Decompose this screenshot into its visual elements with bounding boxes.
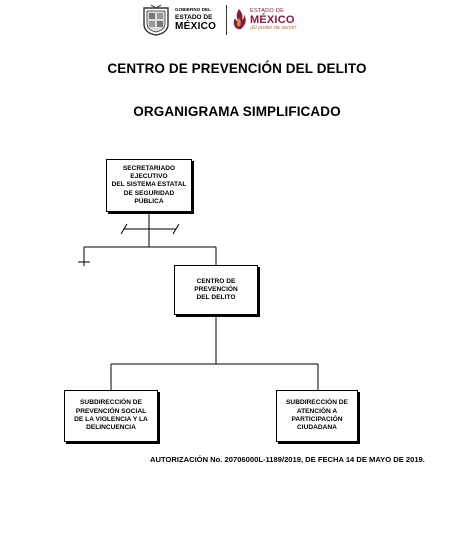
node-line: DELINCUENCIA [86,424,136,432]
node-line: PREVENCIÓN [194,285,238,293]
page-subtitle: ORGANIGRAMA SIMPLIFICADO [133,104,341,119]
node-secretariado [106,159,192,212]
node-line: DEL DELITO [196,294,236,302]
node-line: PÚBLICA [134,197,164,205]
edo-line-2: MÉXICO [250,13,295,26]
node-centro-prevencion [174,265,258,315]
edo-line-1: ESTADO DE [250,8,285,14]
node-line: CIUDADANA [297,424,337,432]
node-line: SECRETARIADO [122,164,176,172]
node-line: SUBDIRECCIÓN DE [80,399,142,407]
node-line: PARTICIPACIÓN [291,416,343,423]
node-line: DEL SISTEMA ESTATAL [111,181,187,189]
edo-slogan: ¡El poder de servir! [250,24,297,31]
node-line: CENTRO DE [196,277,236,285]
authorization-note: AUTORIZACIÓN No. 20706000L-1189/2019, DE FECHA 14 DE MAYO DE 2019. [150,455,425,464]
gov-line-3: MÉXICO [175,21,217,32]
node-line: DE LA VIOLENCIA Y LA [74,416,148,423]
gov-line-2: ESTADO DE [175,13,213,21]
node-line: DE SEGURIDAD [123,189,175,197]
node-line: EJECUTIVO [130,173,168,181]
page-title: CENTRO DE PREVENCIÓN DEL DELITO [107,61,367,76]
gov-line-1: GOBIERNO DEL [175,7,211,12]
node-line: PREVENCIÓN SOCIAL [75,407,147,415]
node-line: ATENCIÓN A [296,407,338,415]
node-line: SUBDIRECCIÓN DE [286,399,348,407]
node-subdireccion-prevencion [64,390,158,442]
node-subdireccion-atencion [276,390,358,442]
